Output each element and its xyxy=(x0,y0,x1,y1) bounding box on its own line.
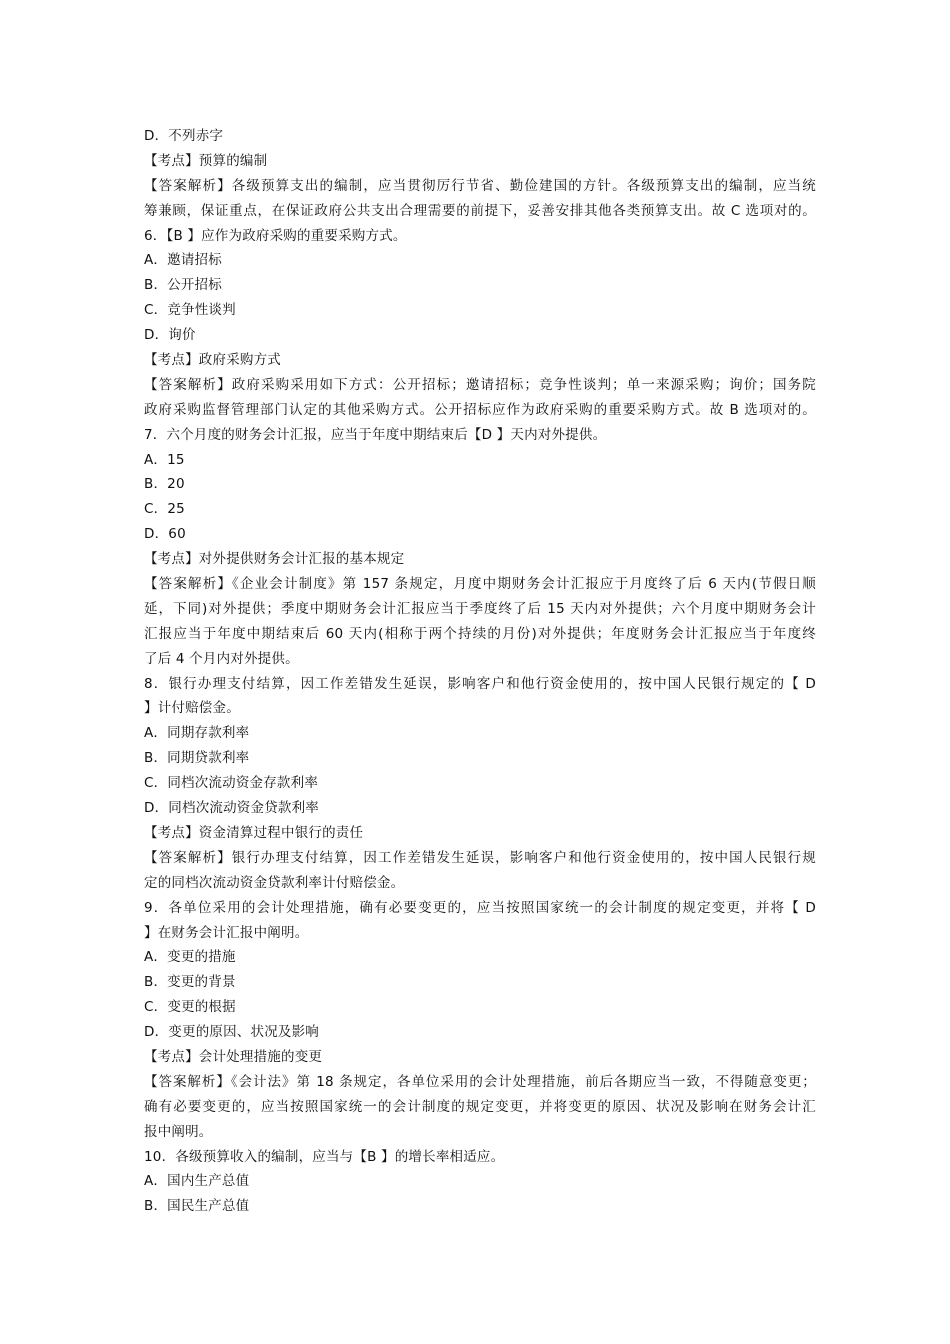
text-line: 政府采购监督管理部门认定的其他采购方式。公开招标应作为政府采购的重要采购方式。故 B 选项对的。 xyxy=(144,401,816,418)
text-line: A．国内生产总值 xyxy=(144,1173,250,1190)
text-line: 8．银行办理支付结算，因工作差错发生延误，影响客户和他行资金使用的，按中国人民银行规定的【 D xyxy=(144,675,816,692)
text-line: 】计付赔偿金。 xyxy=(144,700,240,717)
text-line: 筹兼顾，保证重点，在保证政府公共支出合理需要的前提下，妥善安排其他各类预算支出。故 C 选项对的。 xyxy=(144,202,816,219)
text-line: 确有必要变更的，应当按照国家统一的会计制度的规定变更，并将变更的原因、状况及影响在财务会计汇 xyxy=(144,1098,816,1115)
text-line: 9．各单位采用的会计处理措施，确有必要变更的，应当按照国家统一的会计制度的规定变更，并将【 D xyxy=(144,899,816,916)
text-line: 了后 4 个月内对外提供。 xyxy=(144,650,299,667)
text-line: 【答案解析】《企业会计制度》第 157 条规定，月度中期财务会计汇报应于月度终了后 6 天内(节假日顺 xyxy=(144,576,816,593)
text-line: 报中阐明。 xyxy=(144,1123,213,1140)
text-line: A．变更的措施 xyxy=(144,949,236,966)
text-line: B．公开招标 xyxy=(144,277,222,294)
text-line: 汇报应当于年度中期结束后 60 天内(相称于两个持续的月份)对外提供；年度财务会计汇报应当于年度终 xyxy=(144,625,816,642)
text-line: D．变更的原因、状况及影响 xyxy=(144,1024,319,1041)
document-page xyxy=(144,124,816,1219)
text-line: C．变更的根据 xyxy=(144,999,236,1016)
text-line: 【考点】预算的编制 xyxy=(144,152,268,169)
text-line: B．变更的背景 xyxy=(144,974,236,991)
text-line: 延，下同)对外提供；季度中期财务会计汇报应当于季度终了后 15 天内对外提供；六个月度中期财务会计 xyxy=(144,600,816,617)
text-line: 】在财务会计汇报中阐明。 xyxy=(144,924,309,941)
text-line: C．25 xyxy=(144,501,185,518)
text-line: 定的同档次流动资金贷款利率计付赔偿金。 xyxy=(144,874,405,891)
text-line: A．15 xyxy=(144,451,185,468)
text-line: 【考点】对外提供财务会计汇报的基本规定 xyxy=(144,551,405,568)
text-line: 【答案解析】《会计法》第 18 条规定，各单位采用的会计处理措施，前后各期应当一致，不得随意变更； xyxy=(144,1073,816,1090)
text-line: 【考点】会计处理措施的变更 xyxy=(144,1048,323,1065)
text-line: 【考点】政府采购方式 xyxy=(144,352,281,369)
text-line: D．询价 xyxy=(144,327,196,344)
text-line: 7．六个月度的财务会计汇报，应当于年度中期结束后【D 】天内对外提供。 xyxy=(144,426,607,443)
text-line: B．20 xyxy=(144,476,185,493)
text-line: B．同期贷款利率 xyxy=(144,750,250,767)
text-line: 6．【B 】应作为政府采购的重要采购方式。 xyxy=(144,227,407,244)
text-line: 【答案解析】政府采购采用如下方式：公开招标；邀请招标；竞争性谈判；单一来源采购；询价；国务院 xyxy=(144,376,816,393)
text-line: D．同档次流动资金贷款利率 xyxy=(144,800,319,817)
text-line: D．不列赤字 xyxy=(144,128,224,144)
text-line: 【答案解析】银行办理支付结算，因工作差错发生延误，影响客户和他行资金使用的，按中国人民银行规 xyxy=(144,849,816,866)
text-line: C．竞争性谈判 xyxy=(144,302,236,319)
text-line: C．同档次流动资金存款利率 xyxy=(144,775,319,792)
text-line: 【答案解析】各级预算支出的编制，应当贯彻厉行节省、勤俭建国的方针。各级预算支出的编制，应当统 xyxy=(144,177,816,194)
text-line: A．邀请招标 xyxy=(144,252,222,269)
text-line: 【考点】资金清算过程中银行的责任 xyxy=(144,824,364,841)
text-line: A．同期存款利率 xyxy=(144,725,250,742)
text-line: 10．各级预算收入的编制，应当与【B 】的增长率相适应。 xyxy=(144,1148,505,1165)
text-line: B．国民生产总值 xyxy=(144,1198,250,1215)
text-line: D．60 xyxy=(144,526,186,543)
